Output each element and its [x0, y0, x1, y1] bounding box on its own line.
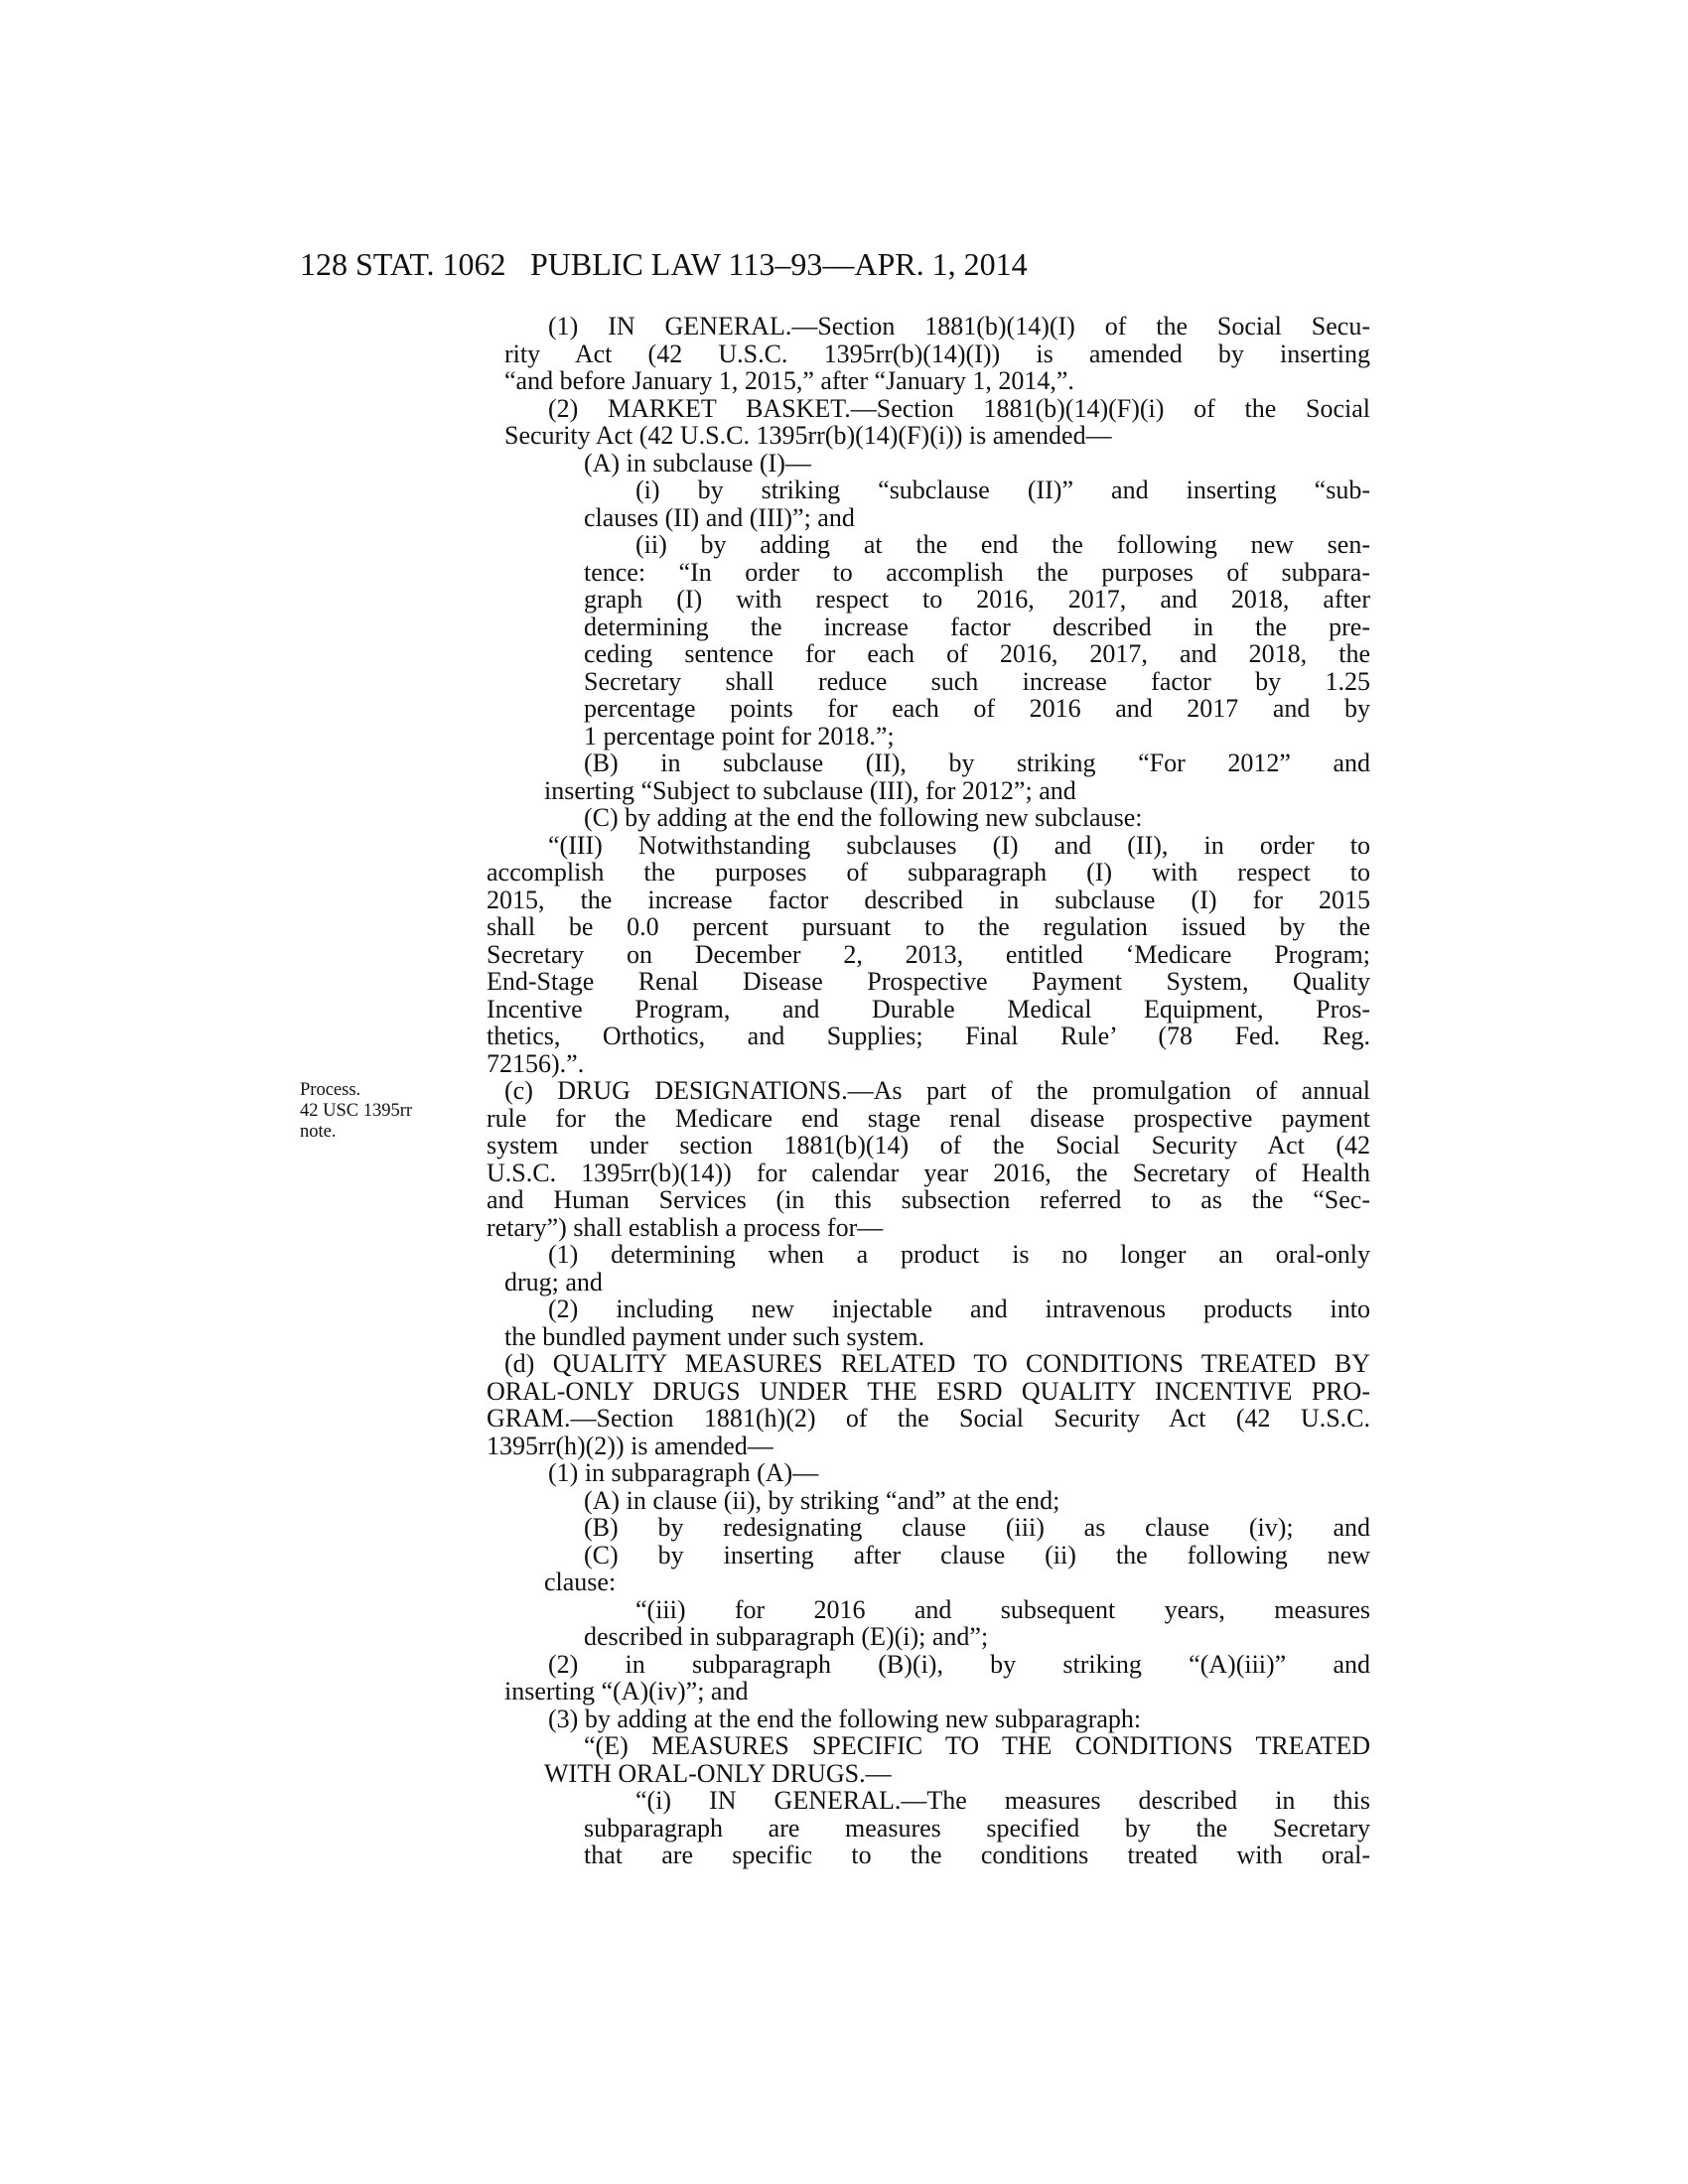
text-line: “(III) Notwithstanding subclauses (I) and (II), in order to: [548, 830, 1370, 860]
text-line: Incentive Program, and Durable Medical Equipment, Pros-: [487, 994, 1370, 1024]
margin-note-line: note.: [300, 1122, 337, 1142]
text-line: (1) in subparagraph (A)—: [548, 1458, 819, 1487]
text-line: accomplish the purposes of subparagraph (I) with respect to: [487, 858, 1370, 887]
text-line: inserting “(A)(iv)”; and: [504, 1677, 749, 1706]
margin-note: [300, 1080, 412, 1143]
text-line: (c) DRUG DESIGNATIONS.—As part of the promulgation of annual: [504, 1076, 1370, 1105]
text-line: rity Act (42 U.S.C. 1395rr(b)(14)(I)) is amended by inserting: [504, 339, 1370, 368]
text-line: clause:: [544, 1568, 617, 1596]
text-line: system under section 1881(b)(14) of the Social Security Act (42: [487, 1131, 1370, 1160]
public-law-title: PUBLIC LAW 113–93—APR. 1, 2014: [530, 246, 1028, 282]
text-line: “(E) MEASURES SPECIFIC TO THE CONDITIONS TREATED: [584, 1731, 1370, 1760]
text-line: rule for the Medicare end stage renal disease prospective payment: [487, 1103, 1370, 1133]
text-line: described in subparagraph (E)(i); and”;: [584, 1622, 989, 1651]
text-line: 1 percentage point for 2018.”;: [584, 721, 895, 751]
text-line: (2) MARKET BASKET.—Section 1881(b)(14)(F)(i) of the Social: [548, 393, 1370, 423]
text-line: Secretary on December 2, 2013, entitled ‘Medicare Program;: [487, 939, 1370, 969]
text-line: Security Act (42 U.S.C. 1395rr(b)(14)(F)(i)) is amended—: [504, 421, 1112, 450]
text-line: (d) QUALITY MEASURES RELATED TO CONDITIONS TREATED BY: [504, 1349, 1370, 1378]
text-line: percentage points for each of 2016 and 2017 and by: [584, 694, 1370, 723]
text-line: determining the increase factor described in the pre-: [584, 612, 1370, 641]
text-line: (1) determining when a product is no longer an oral-only: [548, 1240, 1370, 1269]
text-line: U.S.C. 1395rr(b)(14)) for calendar year 2016, the Secretary of Health: [487, 1158, 1370, 1187]
text-line: (3) by adding at the end the following new subparagraph:: [548, 1704, 1142, 1733]
text-line: 2015, the increase factor described in subclause (I) for 2015: [487, 885, 1370, 914]
text-line: that are specific to the conditions treated with oral-: [584, 1841, 1370, 1869]
text-line: (B) in subclause (II), by striking “For 2012” and: [584, 749, 1370, 777]
text-line: retary”) shall establish a process for—: [487, 1212, 884, 1242]
page-header: [300, 246, 1372, 292]
text-line: 1395rr(h)(2)) is amended—: [487, 1431, 774, 1460]
text-line: (i) by striking “subclause (II)” and inserting “sub-: [635, 476, 1370, 504]
text-line: drug; and: [504, 1267, 603, 1297]
margin-note-line: 42 USC 1395rr: [300, 1101, 413, 1121]
statute-page-number: 128 STAT. 1062: [300, 246, 506, 282]
text-line: ceding sentence for each of 2016, 2017, and 2018, the: [584, 639, 1370, 668]
text-line: graph (I) with respect to 2016, 2017, and 2018, after: [584, 585, 1370, 614]
margin-note-line: Process.: [300, 1080, 361, 1100]
text-line: Secretary shall reduce such increase factor by 1.25: [584, 666, 1370, 696]
text-line: End-Stage Renal Disease Prospective Payment System, Quality: [487, 967, 1370, 996]
text-line: (C) by inserting after clause (ii) the following new: [584, 1540, 1370, 1570]
text-line: subparagraph are measures specified by the Secretary: [584, 1813, 1370, 1843]
text-line: GRAM.—Section 1881(h)(2) of the Social Security Act (42 U.S.C.: [487, 1404, 1370, 1433]
text-line: “(i) IN GENERAL.—The measures described in this: [635, 1786, 1370, 1815]
text-line: (2) including new injectable and intravenous products into: [548, 1295, 1370, 1323]
text-line: the bundled payment under such system.: [504, 1321, 925, 1351]
text-line: (C) by adding at the end the following new subclause:: [584, 803, 1143, 832]
text-line: “and before January 1, 2015,” after “January 1, 2014,”.: [504, 366, 1074, 395]
text-line: thetics, Orthotics, and Supplies; Final Rule’ (78 Fed. Reg.: [487, 1022, 1370, 1050]
text-line: (1) IN GENERAL.—Section 1881(b)(14)(I) of the Social Secu-: [548, 312, 1370, 341]
text-line: 72156).”.: [487, 1048, 585, 1078]
text-line: clauses (II) and (III)”; and: [584, 502, 855, 532]
text-line: ORAL-ONLY DRUGS UNDER THE ESRD QUALITY INCENTIVE PRO-: [487, 1376, 1370, 1406]
text-line: (ii) by adding at the end the following new sen-: [635, 530, 1370, 559]
text-line: and Human Services (in this subsection referred to as the “Sec-: [487, 1185, 1370, 1214]
text-line: WITH ORAL-ONLY DRUGS.—: [544, 1758, 892, 1788]
text-line: (A) in clause (ii), by striking “and” at the end;: [584, 1485, 1060, 1515]
text-line: tence: “In order to accomplish the purposes of subpara-: [584, 557, 1370, 587]
text-line: (B) by redesignating clause (iii) as clause (iv); and: [584, 1513, 1370, 1542]
text-line: (A) in subclause (I)—: [584, 448, 811, 478]
text-line: “(iii) for 2016 and subsequent years, measures: [635, 1594, 1370, 1624]
text-line: inserting “Subject to subclause (III), for 2012”; and: [544, 775, 1076, 805]
text-line: (2) in subparagraph (B)(i), by striking “(A)(iii)” and: [548, 1649, 1370, 1679]
text-line: shall be 0.0 percent pursuant to the regulation issued by the: [487, 912, 1370, 941]
